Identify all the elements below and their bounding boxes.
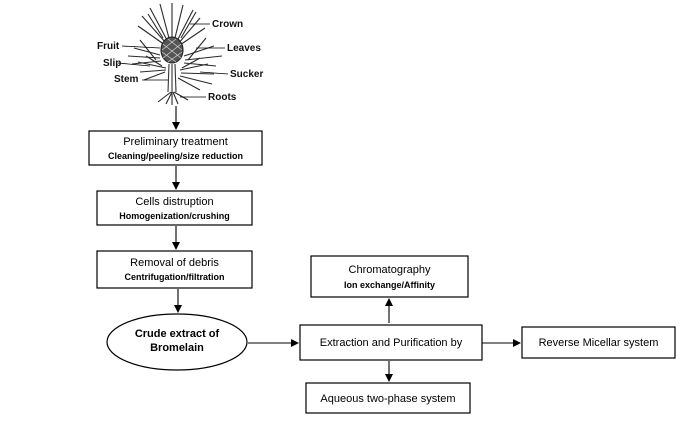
cells-sub: Homogenization/crushing	[119, 211, 230, 221]
step-removal-of-debris	[97, 251, 252, 288]
sucker-leaves	[178, 58, 214, 90]
reverse-title: Reverse Micellar system	[538, 337, 659, 349]
aqueous-title: Aqueous two-phase system	[320, 393, 456, 405]
stem-label: Stem	[114, 74, 139, 85]
debris-title: Removal of debris	[130, 257, 219, 269]
preliminary-title: Preliminary treatment	[123, 136, 228, 148]
plant-stem	[168, 64, 176, 92]
step-chromatography	[311, 256, 468, 297]
crown-label: Crown	[212, 19, 244, 30]
fruit-label: Fruit	[97, 41, 120, 52]
crude-line2: Bromelain	[150, 342, 204, 354]
slip-label: Slip	[103, 58, 122, 69]
step-aqueous-two-phase	[306, 383, 470, 413]
roots-label: Roots	[208, 92, 237, 103]
step-reverse-micellar	[522, 327, 675, 358]
leaves-label: Leaves	[227, 43, 261, 54]
preliminary-sub: Cleaning/peeling/size reduction	[107, 151, 244, 161]
chromatography-title: Chromatography	[348, 264, 431, 276]
extraction-title: Extraction and Purification by	[319, 337, 463, 349]
debris-sub: Centrifugation/filtration	[124, 272, 225, 282]
step-preliminary-treatment	[89, 131, 262, 165]
step-cells-disruption	[97, 191, 252, 225]
step-extraction-purification	[300, 325, 482, 360]
chromatography-sub: Ion exchange/Affinity	[343, 280, 436, 290]
cells-title: Cells distruption	[135, 196, 214, 208]
crude-line1: Crude extract of	[134, 328, 220, 340]
step-crude-extract	[107, 314, 247, 370]
slip-leaves	[138, 56, 166, 80]
sucker-label: Sucker	[230, 69, 264, 80]
plant-roots	[158, 92, 188, 105]
